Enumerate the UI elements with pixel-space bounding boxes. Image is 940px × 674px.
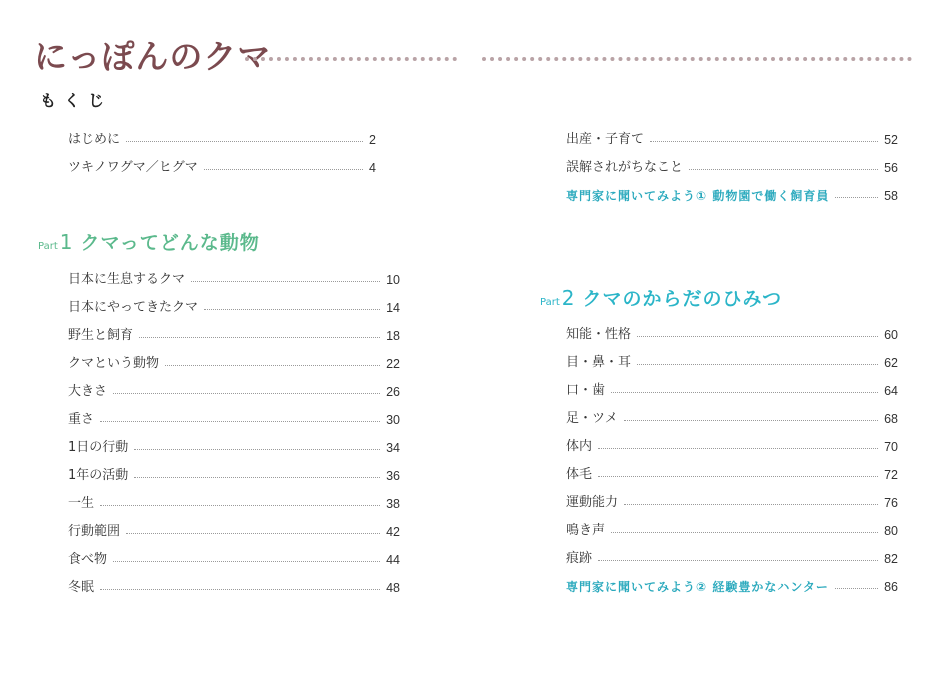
toc-entry-label: 日本に生息するクマ	[68, 272, 186, 287]
toc-entry-label: 痕跡	[566, 551, 593, 566]
part1-title: クマってどんな動物	[80, 232, 260, 254]
part2-label: Part	[540, 297, 560, 308]
toc-entry-label: はじめに	[68, 132, 121, 147]
leader-dots	[100, 421, 380, 422]
toc-entry-page: 80	[884, 524, 898, 538]
toc-entry-page: 38	[386, 497, 400, 511]
toc-entry-label: ツキノワグマ／ヒグマ	[68, 160, 198, 175]
toc-entry-page: 36	[386, 469, 400, 483]
toc-entry[interactable]	[68, 300, 400, 316]
toc-entry-page: 30	[386, 413, 400, 427]
leader-dots	[624, 420, 878, 421]
toc-entry-label: 行動範囲	[68, 524, 121, 539]
toc-entry-label: 足・ツメ	[566, 411, 618, 426]
toc-entry[interactable]	[566, 355, 898, 371]
toc-entry-intro[interactable]	[68, 132, 376, 148]
leader-dots	[835, 197, 878, 198]
part1-heading	[38, 228, 260, 255]
part1-number: 1	[59, 230, 73, 254]
toc-entry-page: 42	[386, 525, 400, 539]
toc-entry-label: 目・鼻・耳	[566, 355, 632, 370]
toc-entry-page: 2	[369, 133, 376, 147]
leader-dots	[598, 448, 878, 449]
leader-dots	[650, 141, 878, 142]
title-dotted-rule-left	[245, 57, 457, 61]
toc-entry-label: 出産・子育て	[566, 132, 645, 147]
toc-entry-label: 1日の行動	[68, 440, 129, 455]
toc-entry-page: 68	[884, 412, 898, 426]
toc-entry[interactable]	[68, 552, 400, 568]
toc-entry[interactable]	[566, 132, 898, 148]
leader-dots	[835, 588, 878, 589]
leader-dots	[113, 561, 380, 562]
leader-dots	[139, 337, 380, 338]
toc-entry-page: 62	[884, 356, 898, 370]
toc-entry[interactable]	[68, 356, 400, 372]
toc-entry-page: 72	[884, 468, 898, 482]
toc-entry[interactable]	[68, 580, 400, 596]
toc-entry[interactable]	[566, 467, 898, 483]
toc-entry-page: 60	[884, 328, 898, 342]
toc-entry[interactable]	[68, 440, 400, 456]
part2-title: クマのからだのひみつ	[582, 288, 783, 310]
toc-entry[interactable]	[566, 439, 898, 455]
toc-subtitle: もくじ	[40, 91, 113, 110]
toc-entry-label: 大きさ	[68, 384, 108, 399]
toc-entry-label: 一生	[68, 496, 95, 511]
toc-entry-page: 76	[884, 496, 898, 510]
toc-entry-page: 10	[386, 273, 400, 287]
toc-entry-bear-types[interactable]	[68, 160, 376, 176]
toc-entry[interactable]	[566, 411, 898, 427]
toc-entry[interactable]	[566, 160, 898, 176]
leader-dots	[126, 533, 380, 534]
leader-dots	[598, 560, 878, 561]
toc-entry-label: 冬眠	[68, 580, 95, 595]
toc-entry-label: 専門家に聞いてみよう① 動物園で働く飼育員	[566, 189, 830, 203]
leader-dots	[113, 393, 380, 394]
part1-label: Part	[38, 241, 58, 252]
toc-entry-page: 48	[386, 581, 400, 595]
toc-entry-page: 58	[884, 189, 898, 203]
toc-entry[interactable]	[68, 412, 400, 428]
leader-dots	[204, 309, 380, 310]
toc-entry[interactable]	[68, 468, 400, 484]
toc-entry-label: 体毛	[566, 467, 593, 482]
leader-dots	[204, 169, 363, 170]
toc-entry-page: 14	[386, 301, 400, 315]
toc-entry-label: 運動能力	[566, 495, 619, 510]
toc-entry-page: 56	[884, 161, 898, 175]
leader-dots	[611, 392, 878, 393]
toc-entry-page: 34	[386, 441, 400, 455]
toc-entry-label: 誤解されがちなこと	[566, 160, 684, 175]
leader-dots	[134, 477, 380, 478]
leader-dots	[100, 589, 380, 590]
toc-entry-page: 44	[386, 553, 400, 567]
toc-entry-expert-interview-1[interactable]	[566, 188, 898, 204]
leader-dots	[191, 281, 380, 282]
toc-entry-label: クマという動物	[68, 356, 160, 371]
toc-entry[interactable]	[566, 383, 898, 399]
leader-dots	[134, 449, 380, 450]
toc-entry[interactable]	[68, 328, 400, 344]
toc-entry[interactable]	[68, 496, 400, 512]
toc-entry-label: 鳴き声	[566, 523, 606, 538]
toc-entry-page: 22	[386, 357, 400, 371]
leader-dots	[165, 365, 380, 366]
leader-dots	[637, 364, 878, 365]
toc-entry[interactable]	[68, 524, 400, 540]
toc-entry-label: 体内	[566, 439, 593, 454]
toc-entry-expert-interview-2[interactable]	[566, 579, 898, 595]
leader-dots	[100, 505, 380, 506]
part2-heading	[540, 284, 782, 311]
toc-entry-label: 1年の活動	[68, 468, 129, 483]
toc-entry[interactable]	[68, 384, 400, 400]
leader-dots	[126, 141, 363, 142]
leader-dots	[624, 504, 878, 505]
toc-entry-page: 52	[884, 133, 898, 147]
toc-entry[interactable]	[566, 523, 898, 539]
toc-entry-label: 野生と飼育	[68, 328, 134, 343]
leader-dots	[598, 476, 878, 477]
leader-dots	[637, 336, 878, 337]
toc-entry-page: 26	[386, 385, 400, 399]
toc-entry-page: 86	[884, 580, 898, 594]
leader-dots	[611, 532, 878, 533]
toc-entry[interactable]	[566, 327, 898, 343]
toc-entry-page: 82	[884, 552, 898, 566]
toc-entry-label: 重さ	[68, 412, 95, 427]
toc-entry[interactable]	[68, 272, 400, 288]
toc-entry-label: 食べ物	[68, 552, 108, 567]
toc-entry-label: 日本にやってきたクマ	[68, 300, 199, 315]
toc-entry[interactable]	[566, 551, 898, 567]
title-dotted-rule-right	[482, 57, 912, 61]
leader-dots	[689, 169, 878, 170]
toc-entry-page: 64	[884, 384, 898, 398]
toc-entry-label: 知能・性格	[566, 327, 632, 342]
toc-entry[interactable]	[566, 495, 898, 511]
part2-number: 2	[561, 286, 575, 310]
toc-entry-label: 口・歯	[566, 383, 606, 398]
toc-entry-page: 70	[884, 440, 898, 454]
toc-entry-label: 専門家に聞いてみよう② 経験豊かなハンター	[566, 580, 829, 594]
page-title: にっぽんのクマ	[34, 37, 272, 76]
toc-entry-page: 4	[369, 161, 376, 175]
toc-entry-page: 18	[386, 329, 400, 343]
